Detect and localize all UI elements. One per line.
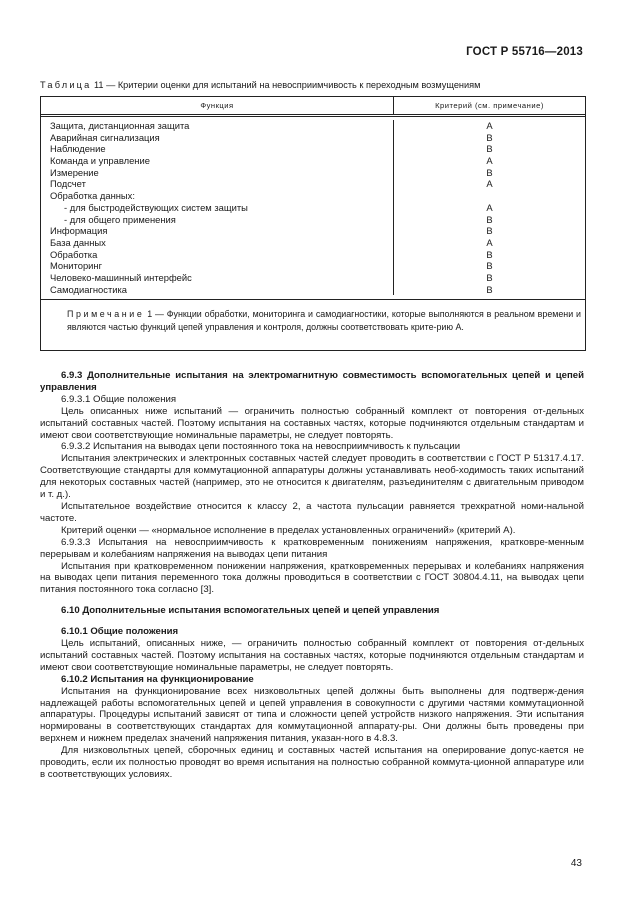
table-cell-function: Обработка данных: <box>50 190 135 202</box>
table-cell-criterion: B <box>486 248 493 260</box>
criterion-column <box>394 120 585 295</box>
table-cell-criterion: A <box>486 236 493 248</box>
paragraph: Испытания на функционирование всех низковольтных цепей должны быть выполнены для подтверж-дения надлежащей работы вспомогательных цепей и цепей управления в совокупности с другими частями коммутационной аппаратуры. Процедуры испытаний зависят от типа и сложности цепей устройств низкого напряжения. Эти испытания нормированы в соответствующих стандартах для коммутационной аппарату-ры. Они должны быть проведены при верхнем и нижнем пределах значений напряжения питания, указан-ного в 4.8.3. <box>40 685 584 745</box>
section-heading: 6.9.3 Дополнительные испытания на электромагнитную совместимость вспомогательных цепей и цепей управления <box>40 370 584 393</box>
table-cell-criterion: B <box>486 143 493 155</box>
paragraph: Для низковольтных цепей, сборочных единиц и составных частей испытания на оперирование допус-кается не проводить, если их полностью проводят во время испытания на полностью собранной коммута-ционной аппаратуре или в соответствующих условиях. <box>40 745 584 780</box>
table-cell-function: Аварийная сигнализация <box>50 131 160 143</box>
table-cell-criterion: A <box>486 201 493 213</box>
table-cell-function: Человеко-машинный интерфейс <box>50 271 192 283</box>
table-cell-function: - для быстродействующих систем защиты <box>64 201 248 213</box>
table-cell-function: База данных <box>50 236 106 248</box>
table-header-row <box>41 97 585 117</box>
paragraph: Цель описанных ниже испытаний — ограничить полностью собранный комплект от повторения от-дельных испытаний составных частей. Поэтому испытания на составных частях, которые подчиняются отдельным стандартам и имеют свои соответствующие номинальные параметры, не следует повторять. <box>40 405 584 441</box>
table-cell-criterion: B <box>486 271 493 283</box>
criteria-table <box>40 96 586 351</box>
table-cell-function: Подсчет <box>50 178 86 190</box>
paragraph: Критерий оценки — «нормальное исполнение в пределах установленных ограничений» (критерий А). <box>61 524 516 536</box>
note-label: Примечание <box>67 309 145 320</box>
table-cell-criterion: A <box>486 178 493 190</box>
table-cell-criterion: B <box>486 225 493 237</box>
paragraph: Цель испытаний, описанных ниже, — ограничить полностью собранный комплект от повторения от-дельных испытаний составных частей. Поэтому испытания на составных частях, которые подчиняются отдельным стандартам и имеют свои соответствующие номинальные параметры, не следует повторять. <box>40 638 584 673</box>
table-caption <box>40 80 600 90</box>
spacer <box>40 617 584 626</box>
table-cell-function: Информация <box>50 225 108 237</box>
table-cell-function: Измерение <box>50 166 99 178</box>
table-cell-criterion: B <box>486 131 493 143</box>
table-cell-function: - для общего применения <box>64 213 176 225</box>
table-cell-criterion: B <box>486 213 493 225</box>
table-cell-function: Защита, дистанционная защита <box>50 120 190 131</box>
section-heading: 6.10 Дополнительные испытания вспомогательных цепей и цепей управления <box>61 605 440 617</box>
body-text <box>40 370 584 781</box>
table-body <box>41 117 585 300</box>
table-cell-function: Обработка <box>50 248 98 260</box>
table-caption-text: 11 — Критерии оценки для испытаний на невосприимчивость к переходным возмущениям <box>91 80 481 90</box>
table-cell-criterion: B <box>486 283 493 295</box>
column-header-function: Функция <box>41 97 394 114</box>
document-id-header: ГОСТ Р 55716—2013 <box>466 46 583 58</box>
table-cell-function: Наблюдение <box>50 143 106 155</box>
function-column <box>41 120 394 295</box>
table-cell-function: Команда и управление <box>50 155 150 167</box>
paragraph: Испытания электрических и электронных составных частей следует проводить в соответствии с ГОСТ Р 51317.4.17. Соответствующие стандарты для коммутационной аппаратуры должны устанавливать необ-ходимость таких испытаний для некоторых составных частей (например, это не относится к двигателям, разъединителям с двигательным приводом и т. д.). <box>40 453 584 501</box>
paragraph: Испытательное воздействие относится к классу 2, а частота пульсации равняется трехкратной номи-нальной частоте. <box>40 500 584 524</box>
paragraph: 6.9.3.3 Испытания на невосприимчивость к кратковременным понижениям напряжения, кратковре-менным перерывам и колебаниям напряжения на выводах цепи питания <box>40 536 584 560</box>
table-caption-label: Таблица <box>40 80 92 90</box>
section-heading: 6.10.2 Испытания на функционирование <box>61 673 254 685</box>
page-number: 43 <box>570 858 582 869</box>
spacer <box>40 596 584 605</box>
column-header-criterion: Критерий (см. примечание) <box>435 101 544 110</box>
table-cell-criterion: A <box>486 155 493 167</box>
paragraph: 6.9.3.1 Общие положения <box>61 393 177 405</box>
table-cell-criterion <box>394 190 585 202</box>
table-cell-criterion: B <box>486 260 493 272</box>
table-note <box>41 300 585 349</box>
section-heading: 6.10.1 Общие положения <box>61 626 179 638</box>
table-cell-criterion: A <box>486 120 493 131</box>
note-text: 1 — Функции обработки, мониторинга и самодиагностики, которые выполняются в реальном времени и являются частью функций цепей управления и контроля, должны соответствовать крите-рию А. <box>67 309 581 332</box>
table-cell-function: Самодиагностика <box>50 283 128 295</box>
paragraph: 6.9.3.2 Испытания на выводах цепи постоянного тока на невосприимчивость к пульсации <box>61 441 461 453</box>
table-cell-function: Мониторинг <box>50 260 102 272</box>
table-cell-criterion: B <box>486 166 493 178</box>
paragraph: Испытания при кратковременном понижении напряжения, кратковременных перерывах и колебаниях напряжения на выводах цепи питания переменного тока должны проводиться в соответствии с ГОСТ 30804.4.11, на выводах цепи питания постоянного тока согласно [3]. <box>40 560 584 596</box>
